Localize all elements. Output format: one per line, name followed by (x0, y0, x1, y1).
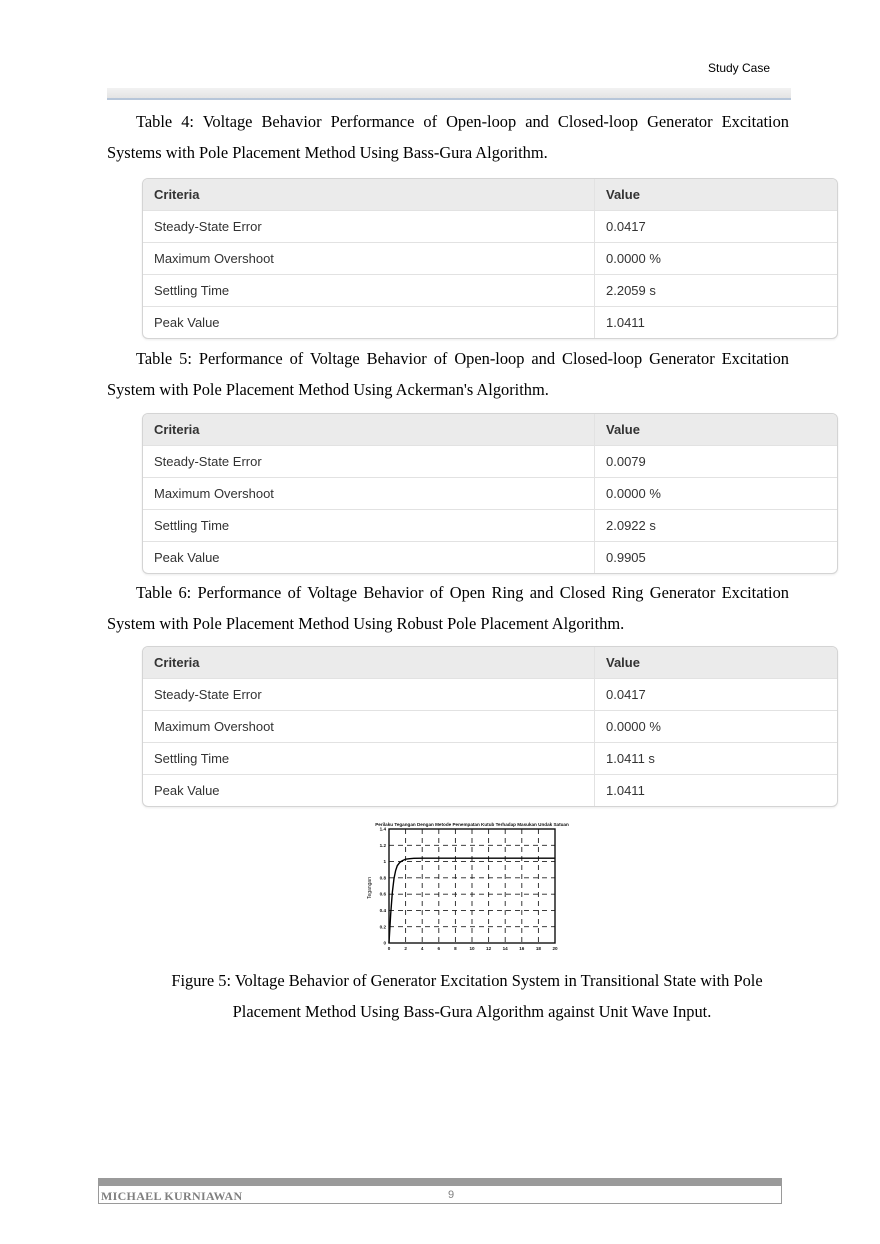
table-row (143, 678, 837, 710)
table-header-row (143, 179, 837, 210)
table-4-caption: Table 4: Voltage Behavior Performance of Open-loop and Closed-loop Generator Excitation Systems with Pole Placement Method Using Bass-Gura Algorithm. (107, 112, 789, 162)
value-cell: 0.0000 % (606, 486, 661, 501)
table-6 (142, 646, 838, 807)
y-tick-label: 1.4 (379, 826, 386, 832)
x-tick-label: 12 (486, 946, 492, 951)
column-header-value: Value (606, 655, 640, 670)
table-row (143, 210, 837, 242)
x-tick-label: 2 (404, 946, 407, 951)
table-5-caption: Table 5: Performance of Voltage Behavior of Open-loop and Closed-loop Generator Excitation System with Pole Placement Method Using Ackerman's Algorithm. (107, 349, 789, 399)
x-tick-label: 18 (535, 946, 541, 951)
x-tick-label: 6 (437, 946, 441, 951)
value-cell: 0.0417 (606, 687, 646, 702)
value-cell: 0.0000 % (606, 719, 661, 734)
figure-5-caption-line-2: Placement Method Using Bass-Gura Algorithm against Unit Wave Input. (232, 1002, 712, 1021)
value-cell: 0.0079 (606, 454, 646, 469)
table-row (143, 774, 837, 806)
table-row (143, 445, 837, 477)
table-row (143, 710, 837, 742)
table-row (143, 477, 837, 509)
x-tick-label: 14 (502, 946, 508, 951)
table-6-caption: Table 6: Performance of Voltage Behavior of Open Ring and Closed Ring Generator Excitation System with Pole Placement Method Using Robust Pole Placement Algorithm. (107, 583, 789, 633)
value-cell: 2.2059 s (606, 283, 656, 298)
figure-5-caption-line-1: Figure 5: Voltage Behavior of Generator Excitation System in Transitional State with Pole (171, 971, 763, 990)
criteria-cell: Steady-State Error (143, 211, 595, 242)
y-tick-label: 0.6 (379, 891, 386, 897)
criteria-cell: Peak Value (143, 542, 595, 573)
chart-title: Perilaku Tegangan Dengan Metode Penempatan Kutub Terhadap Masukan Undak Satuan (375, 822, 569, 827)
column-header-criteria: Criteria (143, 647, 595, 678)
x-tick-label: 20 (552, 946, 558, 951)
y-tick-label: 1 (383, 859, 386, 865)
x-tick-label: 4 (420, 946, 424, 951)
column-header-value: Value (606, 187, 640, 202)
page-number: 9 (448, 1189, 455, 1201)
y-tick-label: 0 (383, 940, 386, 946)
y-tick-label: 0.2 (379, 924, 386, 930)
table-header-row (143, 414, 837, 445)
table-5 (142, 413, 838, 574)
x-tick-label: 10 (469, 946, 475, 951)
x-tick-label: 0 (387, 946, 391, 951)
criteria-cell: Steady-State Error (143, 446, 595, 477)
criteria-cell: Peak Value (143, 775, 595, 806)
response-chart (365, 818, 575, 954)
table-row (143, 242, 837, 274)
column-header-criteria: Criteria (143, 414, 595, 445)
criteria-cell: Settling Time (143, 275, 595, 306)
column-header-criteria: Criteria (143, 179, 595, 210)
y-axis-label: Tegangan (367, 877, 373, 899)
criteria-cell: Settling Time (143, 510, 595, 541)
value-cell: 1.0411 s (606, 751, 655, 766)
header-rule (107, 88, 791, 100)
criteria-cell: Settling Time (143, 743, 595, 774)
criteria-cell: Maximum Overshoot (143, 478, 595, 509)
column-header-value: Value (606, 422, 640, 437)
running-header: Study Case (708, 61, 771, 75)
criteria-cell: Maximum Overshoot (143, 711, 595, 742)
y-tick-label: 1.2 (379, 842, 386, 848)
value-cell: 0.9905 (606, 550, 646, 565)
criteria-cell: Peak Value (143, 307, 595, 338)
table-row (143, 742, 837, 774)
y-tick-label: 0.4 (379, 908, 386, 914)
value-cell: 1.0411 (606, 783, 645, 798)
table-row (143, 509, 837, 541)
table-row (143, 274, 837, 306)
value-cell: 2.0922 s (606, 518, 656, 533)
footer-author: MICHAEL KURNIAWAN (101, 1189, 243, 1203)
x-tick-label: 16 (519, 946, 525, 951)
value-cell: 0.0000 % (606, 251, 661, 266)
y-tick-label: 0.8 (379, 875, 386, 881)
figure-5 (365, 818, 575, 954)
value-cell: 0.0417 (606, 219, 646, 234)
table-row (143, 306, 837, 338)
value-cell: 1.0411 (606, 315, 645, 330)
criteria-cell: Steady-State Error (143, 679, 595, 710)
table-row (143, 541, 837, 573)
criteria-cell: Maximum Overshoot (143, 243, 595, 274)
footer-rule (98, 1178, 782, 1186)
table-header-row (143, 647, 837, 678)
x-tick-label: 8 (454, 946, 457, 951)
table-4 (142, 178, 838, 339)
